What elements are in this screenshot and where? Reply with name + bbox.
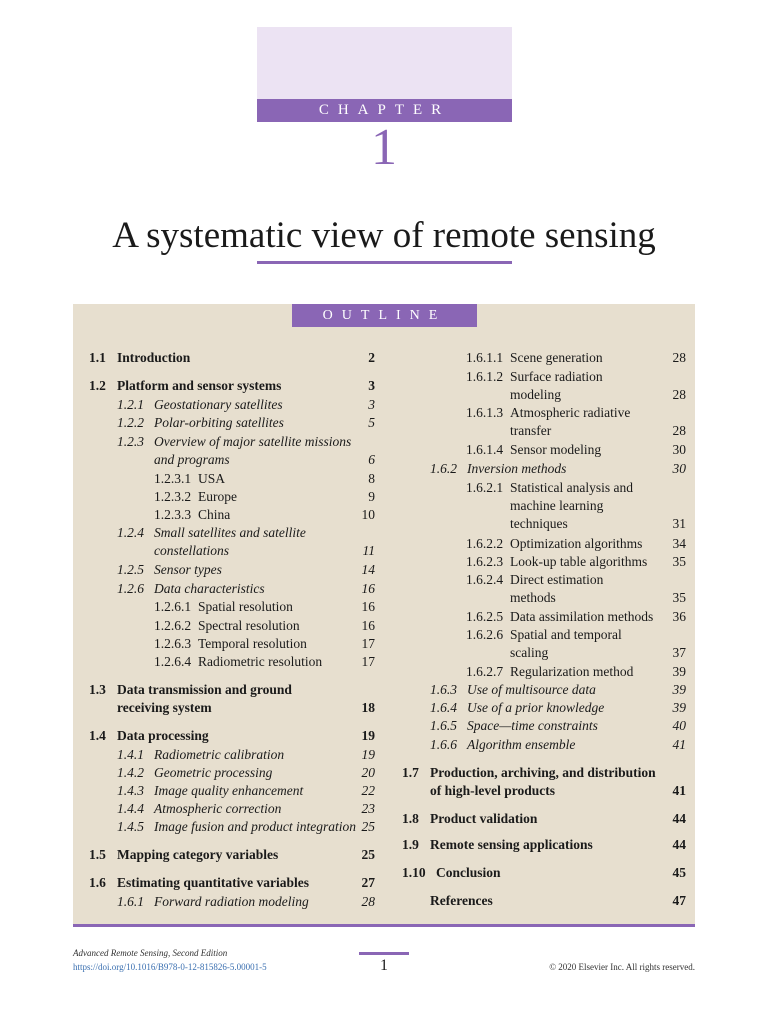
toc-entry-number: 1.2.2 xyxy=(117,415,144,430)
toc-entry-page: 16 xyxy=(361,581,375,596)
toc-entry-page: 27 xyxy=(361,875,375,890)
toc-entry[interactable] xyxy=(466,441,601,459)
toc-entry[interactable] xyxy=(154,598,293,616)
toc-entry-title: Introduction xyxy=(117,350,191,365)
toc-entry-page: 28 xyxy=(361,894,375,909)
toc-entry-page: 31 xyxy=(672,516,686,531)
toc-entry[interactable] xyxy=(154,470,225,488)
toc-entry-page: 30 xyxy=(672,461,686,476)
toc-entry[interactable] xyxy=(466,349,603,367)
toc-entry-page: 10 xyxy=(361,507,375,522)
toc-entry-page: 17 xyxy=(361,636,375,651)
toc-entry[interactable] xyxy=(117,433,351,451)
toc-entry-page: 19 xyxy=(361,747,375,762)
footer-book-title: Advanced Remote Sensing, Second Edition xyxy=(73,948,228,958)
toc-entry-page: 35 xyxy=(672,554,686,569)
toc-entry[interactable] xyxy=(89,349,190,367)
toc-entry-number: 1.4.2 xyxy=(117,765,144,780)
toc-entry[interactable] xyxy=(117,746,284,764)
toc-entry-title: Polar-orbiting satellites xyxy=(154,415,284,430)
toc-entry-page: 45 xyxy=(672,865,686,880)
toc-entry[interactable] xyxy=(466,571,603,589)
toc-entry[interactable] xyxy=(117,414,284,432)
toc-entry-continuation: constellations xyxy=(154,543,229,558)
toc-entry-page: 19 xyxy=(361,728,375,743)
toc-entry-number: 1.4.5 xyxy=(117,819,144,834)
toc-entry[interactable] xyxy=(466,404,630,422)
toc-entry-number: 1.6.1.1 xyxy=(466,350,504,365)
toc-entry-continuation: transfer xyxy=(510,423,552,438)
toc-entry-title: Image quality enhancement xyxy=(154,783,304,798)
toc-entry-title: USA xyxy=(198,471,226,486)
toc-entry-page: 3 xyxy=(368,397,375,412)
toc-entry-number: 1.2.6 xyxy=(117,581,144,596)
toc-entry-number: 1.2.6.4 xyxy=(154,654,192,669)
toc-entry-page: 20 xyxy=(361,765,375,780)
toc-entry-page: 39 xyxy=(672,700,686,715)
toc-entry-title: Inversion methods xyxy=(467,461,567,476)
toc-entry-number: 1.6.2.6 xyxy=(466,627,504,642)
toc-entry-title: Conclusion xyxy=(436,865,501,880)
toc-entry-number: 1.2.1 xyxy=(117,397,144,412)
toc-entry-continuation: of high-level products xyxy=(430,783,556,798)
toc-entry-number: 1.2.5 xyxy=(117,562,144,577)
toc-entry-title: References xyxy=(430,893,493,908)
outline-label: OUTLINE xyxy=(292,304,477,327)
toc-entry-continuation: and programs xyxy=(154,452,230,467)
toc-entry[interactable] xyxy=(466,608,653,626)
toc-entry[interactable] xyxy=(466,368,603,386)
toc-entry[interactable] xyxy=(402,810,537,828)
toc-entry-title: Small satellites and satellite xyxy=(154,525,306,540)
toc-entry[interactable] xyxy=(117,800,281,818)
toc-entry-number: 1.6.2.5 xyxy=(466,609,504,624)
toc-entry-page: 9 xyxy=(368,489,375,504)
footer-copyright: © 2020 Elsevier Inc. All rights reserved. xyxy=(549,962,695,972)
toc-entry-title: Overview of major satellite missions xyxy=(154,434,352,449)
toc-entry-number: 1.4.1 xyxy=(117,747,144,762)
toc-entry[interactable] xyxy=(402,764,656,782)
toc-entry-page: 44 xyxy=(672,837,686,852)
toc-entry-number: 1.2.6.2 xyxy=(154,618,192,633)
toc-entry[interactable] xyxy=(466,626,622,644)
chapter-title: A systematic view of remote sensing xyxy=(112,215,656,256)
toc-entry[interactable] xyxy=(402,864,501,882)
toc-entry[interactable] xyxy=(430,681,596,699)
toc-entry[interactable] xyxy=(154,506,230,524)
toc-entry-page: 18 xyxy=(361,700,375,715)
toc-entry-number: 1.4.3 xyxy=(117,783,144,798)
toc-entry[interactable] xyxy=(89,874,309,892)
toc-entry-page: 23 xyxy=(361,801,375,816)
toc-entry-title: Look-up table algorithms xyxy=(510,554,648,569)
toc-entry-number: 1.6.1.3 xyxy=(466,405,504,420)
toc-entry-title: Use of multisource data xyxy=(467,682,596,697)
toc-entry-title: China xyxy=(198,507,231,522)
toc-entry-title: Surface radiation xyxy=(510,369,603,384)
toc-entry-number: 1.2.3.2 xyxy=(154,489,192,504)
toc-entry-title: Statistical analysis and xyxy=(510,480,633,495)
toc-entry-page: 39 xyxy=(672,682,686,697)
toc-entry-title: Data transmission and ground xyxy=(117,682,292,697)
toc-entry-page: 16 xyxy=(361,618,375,633)
toc-entry-page: 5 xyxy=(368,415,375,430)
toc-entry-number: 1.2.6.1 xyxy=(154,599,192,614)
toc-entry-continuation: modeling xyxy=(510,387,561,402)
toc-entry-title: Sensor types xyxy=(154,562,222,577)
toc-entry-title: Use of a prior knowledge xyxy=(467,700,605,715)
toc-entry-title: Forward radiation modeling xyxy=(154,894,309,909)
toc-entry-title: Data characteristics xyxy=(154,581,265,596)
toc-entry-number: 1.2.3.1 xyxy=(154,471,192,486)
toc-entry[interactable] xyxy=(117,524,306,542)
toc-entry-number: 1.9 xyxy=(402,837,419,852)
toc-entry-number: 1.6.1 xyxy=(117,894,144,909)
title-underline xyxy=(257,261,512,264)
toc-entry-title: Spectral resolution xyxy=(198,618,300,633)
toc-entry-page: 17 xyxy=(361,654,375,669)
toc-entry[interactable] xyxy=(466,479,633,497)
toc-entry-title: Atmospheric radiative xyxy=(510,405,631,420)
toc-entry[interactable] xyxy=(402,892,493,910)
toc-entry-number: 1.5 xyxy=(89,847,106,862)
outline-bottom-rule xyxy=(73,924,695,927)
toc-entry-title: Spatial and temporal xyxy=(510,627,622,642)
toc-entry-number: 1.1 xyxy=(89,350,106,365)
toc-entry-title: Geometric processing xyxy=(154,765,273,780)
toc-entry-page: 41 xyxy=(672,783,686,798)
toc-entry-number: 1.2 xyxy=(89,378,106,393)
toc-entry-page: 36 xyxy=(672,609,686,624)
toc-entry-number: 1.6.2.1 xyxy=(466,480,504,495)
toc-entry-number: 1.4 xyxy=(89,728,106,743)
toc-entry-number: 1.6.2.4 xyxy=(466,572,504,587)
toc-entry[interactable] xyxy=(117,561,222,579)
toc-entry-title: Data processing xyxy=(117,728,209,743)
chapter-header-box xyxy=(257,27,512,99)
toc-entry-page: 40 xyxy=(672,718,686,733)
toc-entry-page: 28 xyxy=(672,350,686,365)
toc-entry-number: 1.6.2.7 xyxy=(466,664,504,679)
toc-entry-number: 1.7 xyxy=(402,765,419,780)
toc-entry-title: Spatial resolution xyxy=(198,599,293,614)
toc-entry-page: 34 xyxy=(672,536,686,551)
toc-entry-title: Product validation xyxy=(430,811,538,826)
toc-entry[interactable] xyxy=(154,635,307,653)
chapter-number: 1 xyxy=(371,119,397,176)
toc-entry-page: 44 xyxy=(672,811,686,826)
toc-entry-continuation: receiving system xyxy=(117,700,212,715)
toc-entry-title: Mapping category variables xyxy=(117,847,279,862)
toc-entry-title: Temporal resolution xyxy=(198,636,307,651)
toc-entry-page: 28 xyxy=(672,423,686,438)
toc-entry-number: 1.6.5 xyxy=(430,718,457,733)
footer-rule xyxy=(359,952,409,955)
toc-entry-title: Radiometric calibration xyxy=(154,747,285,762)
footer-doi-link[interactable]: https://doi.org/10.1016/B978-0-12-815826-5.00001-5 xyxy=(73,962,267,972)
toc-entry[interactable] xyxy=(430,736,575,754)
page-number: 1 xyxy=(380,957,388,974)
toc-entry-title: Europe xyxy=(198,489,237,504)
toc-entry[interactable] xyxy=(466,663,633,681)
toc-entry[interactable] xyxy=(89,727,209,745)
toc-entry-page: 37 xyxy=(672,645,686,660)
toc-entry-page: 2 xyxy=(368,350,375,365)
toc-entry[interactable] xyxy=(89,681,292,699)
toc-entry-title: Direct estimation xyxy=(510,572,604,587)
toc-entry[interactable] xyxy=(117,818,356,836)
toc-entry-page: 28 xyxy=(672,387,686,402)
toc-entry[interactable] xyxy=(117,782,303,800)
toc-entry[interactable] xyxy=(89,377,281,395)
toc-entry-number: 1.2.3 xyxy=(117,434,144,449)
toc-entry-title: Geostationary satellites xyxy=(154,397,283,412)
toc-entry-continuation: machine learning xyxy=(510,498,604,513)
toc-entry-number: 1.4.4 xyxy=(117,801,144,816)
toc-entry-title: Algorithm ensemble xyxy=(467,737,576,752)
toc-entry[interactable] xyxy=(466,535,642,553)
toc-entry-number: 1.6.2 xyxy=(430,461,457,476)
toc-entry-number: 1.6.2.3 xyxy=(466,554,504,569)
toc-entry-title: Estimating quantitative variables xyxy=(117,875,310,890)
toc-entry-title: Scene generation xyxy=(510,350,603,365)
toc-entry-title: Production, archiving, and distribution xyxy=(430,765,656,780)
toc-entry-page: 39 xyxy=(672,664,686,679)
toc-entry[interactable] xyxy=(89,846,278,864)
toc-entry-number: 1.10 xyxy=(402,865,426,880)
toc-entry-page: 8 xyxy=(368,471,375,486)
toc-entry-title: Platform and sensor systems xyxy=(117,378,282,393)
toc-entry[interactable] xyxy=(117,893,309,911)
chapter-label: CHAPTER xyxy=(257,99,512,122)
toc-entry-title: Data assimilation methods xyxy=(510,609,654,624)
toc-entry-continuation: methods xyxy=(510,590,556,605)
toc-entry-number: 1.6.2.2 xyxy=(466,536,504,551)
toc-entry-page: 16 xyxy=(361,599,375,614)
toc-entry[interactable] xyxy=(430,460,566,478)
toc-entry-number: 1.3 xyxy=(89,682,106,697)
toc-entry-number: 1.6.3 xyxy=(430,682,457,697)
toc-entry-title: Remote sensing applications xyxy=(430,837,593,852)
toc-entry[interactable] xyxy=(117,396,283,414)
toc-entry-page: 30 xyxy=(672,442,686,457)
toc-entry-title: Space—time constraints xyxy=(467,718,598,733)
toc-entry-page: 25 xyxy=(361,847,375,862)
toc-entry-page: 6 xyxy=(368,452,375,467)
toc-entry-page: 41 xyxy=(672,737,686,752)
toc-entry-title: Regularization method xyxy=(510,664,634,679)
toc-entry-number: 1.8 xyxy=(402,811,419,826)
toc-entry-title: Radiometric resolution xyxy=(198,654,323,669)
toc-entry-continuation: techniques xyxy=(510,516,568,531)
toc-entry-number: 1.2.3.3 xyxy=(154,507,192,522)
toc-entry-page: 14 xyxy=(361,562,375,577)
toc-entry-title: Sensor modeling xyxy=(510,442,602,457)
toc-entry[interactable] xyxy=(402,836,593,854)
toc-entry-number: 1.6.6 xyxy=(430,737,457,752)
toc-entry-title: Image fusion and product integration xyxy=(154,819,356,834)
toc-entry[interactable] xyxy=(154,653,322,671)
toc-entry[interactable] xyxy=(117,580,265,598)
toc-entry[interactable] xyxy=(430,699,604,717)
toc-entry-number: 1.2.6.3 xyxy=(154,636,192,651)
toc-entry[interactable] xyxy=(154,488,237,506)
toc-entry-number: 1.6.1.4 xyxy=(466,442,504,457)
toc-entry-page: 35 xyxy=(672,590,686,605)
toc-entry-page: 47 xyxy=(672,893,686,908)
toc-entry-page: 11 xyxy=(362,543,375,558)
toc-entry-page: 3 xyxy=(368,378,375,393)
toc-entry[interactable] xyxy=(430,717,598,735)
toc-entry-number: 1.6 xyxy=(89,875,106,890)
toc-entry-title: Atmospheric correction xyxy=(154,801,282,816)
toc-entry-page: 22 xyxy=(361,783,375,798)
toc-entry-continuation: scaling xyxy=(510,645,549,660)
toc-entry-number: 1.6.1.2 xyxy=(466,369,504,384)
toc-entry[interactable] xyxy=(117,764,272,782)
toc-entry-number: 1.6.4 xyxy=(430,700,457,715)
toc-entry-title: Optimization algorithms xyxy=(510,536,643,551)
toc-entry[interactable] xyxy=(154,617,300,635)
toc-entry[interactable] xyxy=(466,553,647,571)
toc-entry-number: 1.2.4 xyxy=(117,525,144,540)
toc-entry-page: 25 xyxy=(361,819,375,834)
